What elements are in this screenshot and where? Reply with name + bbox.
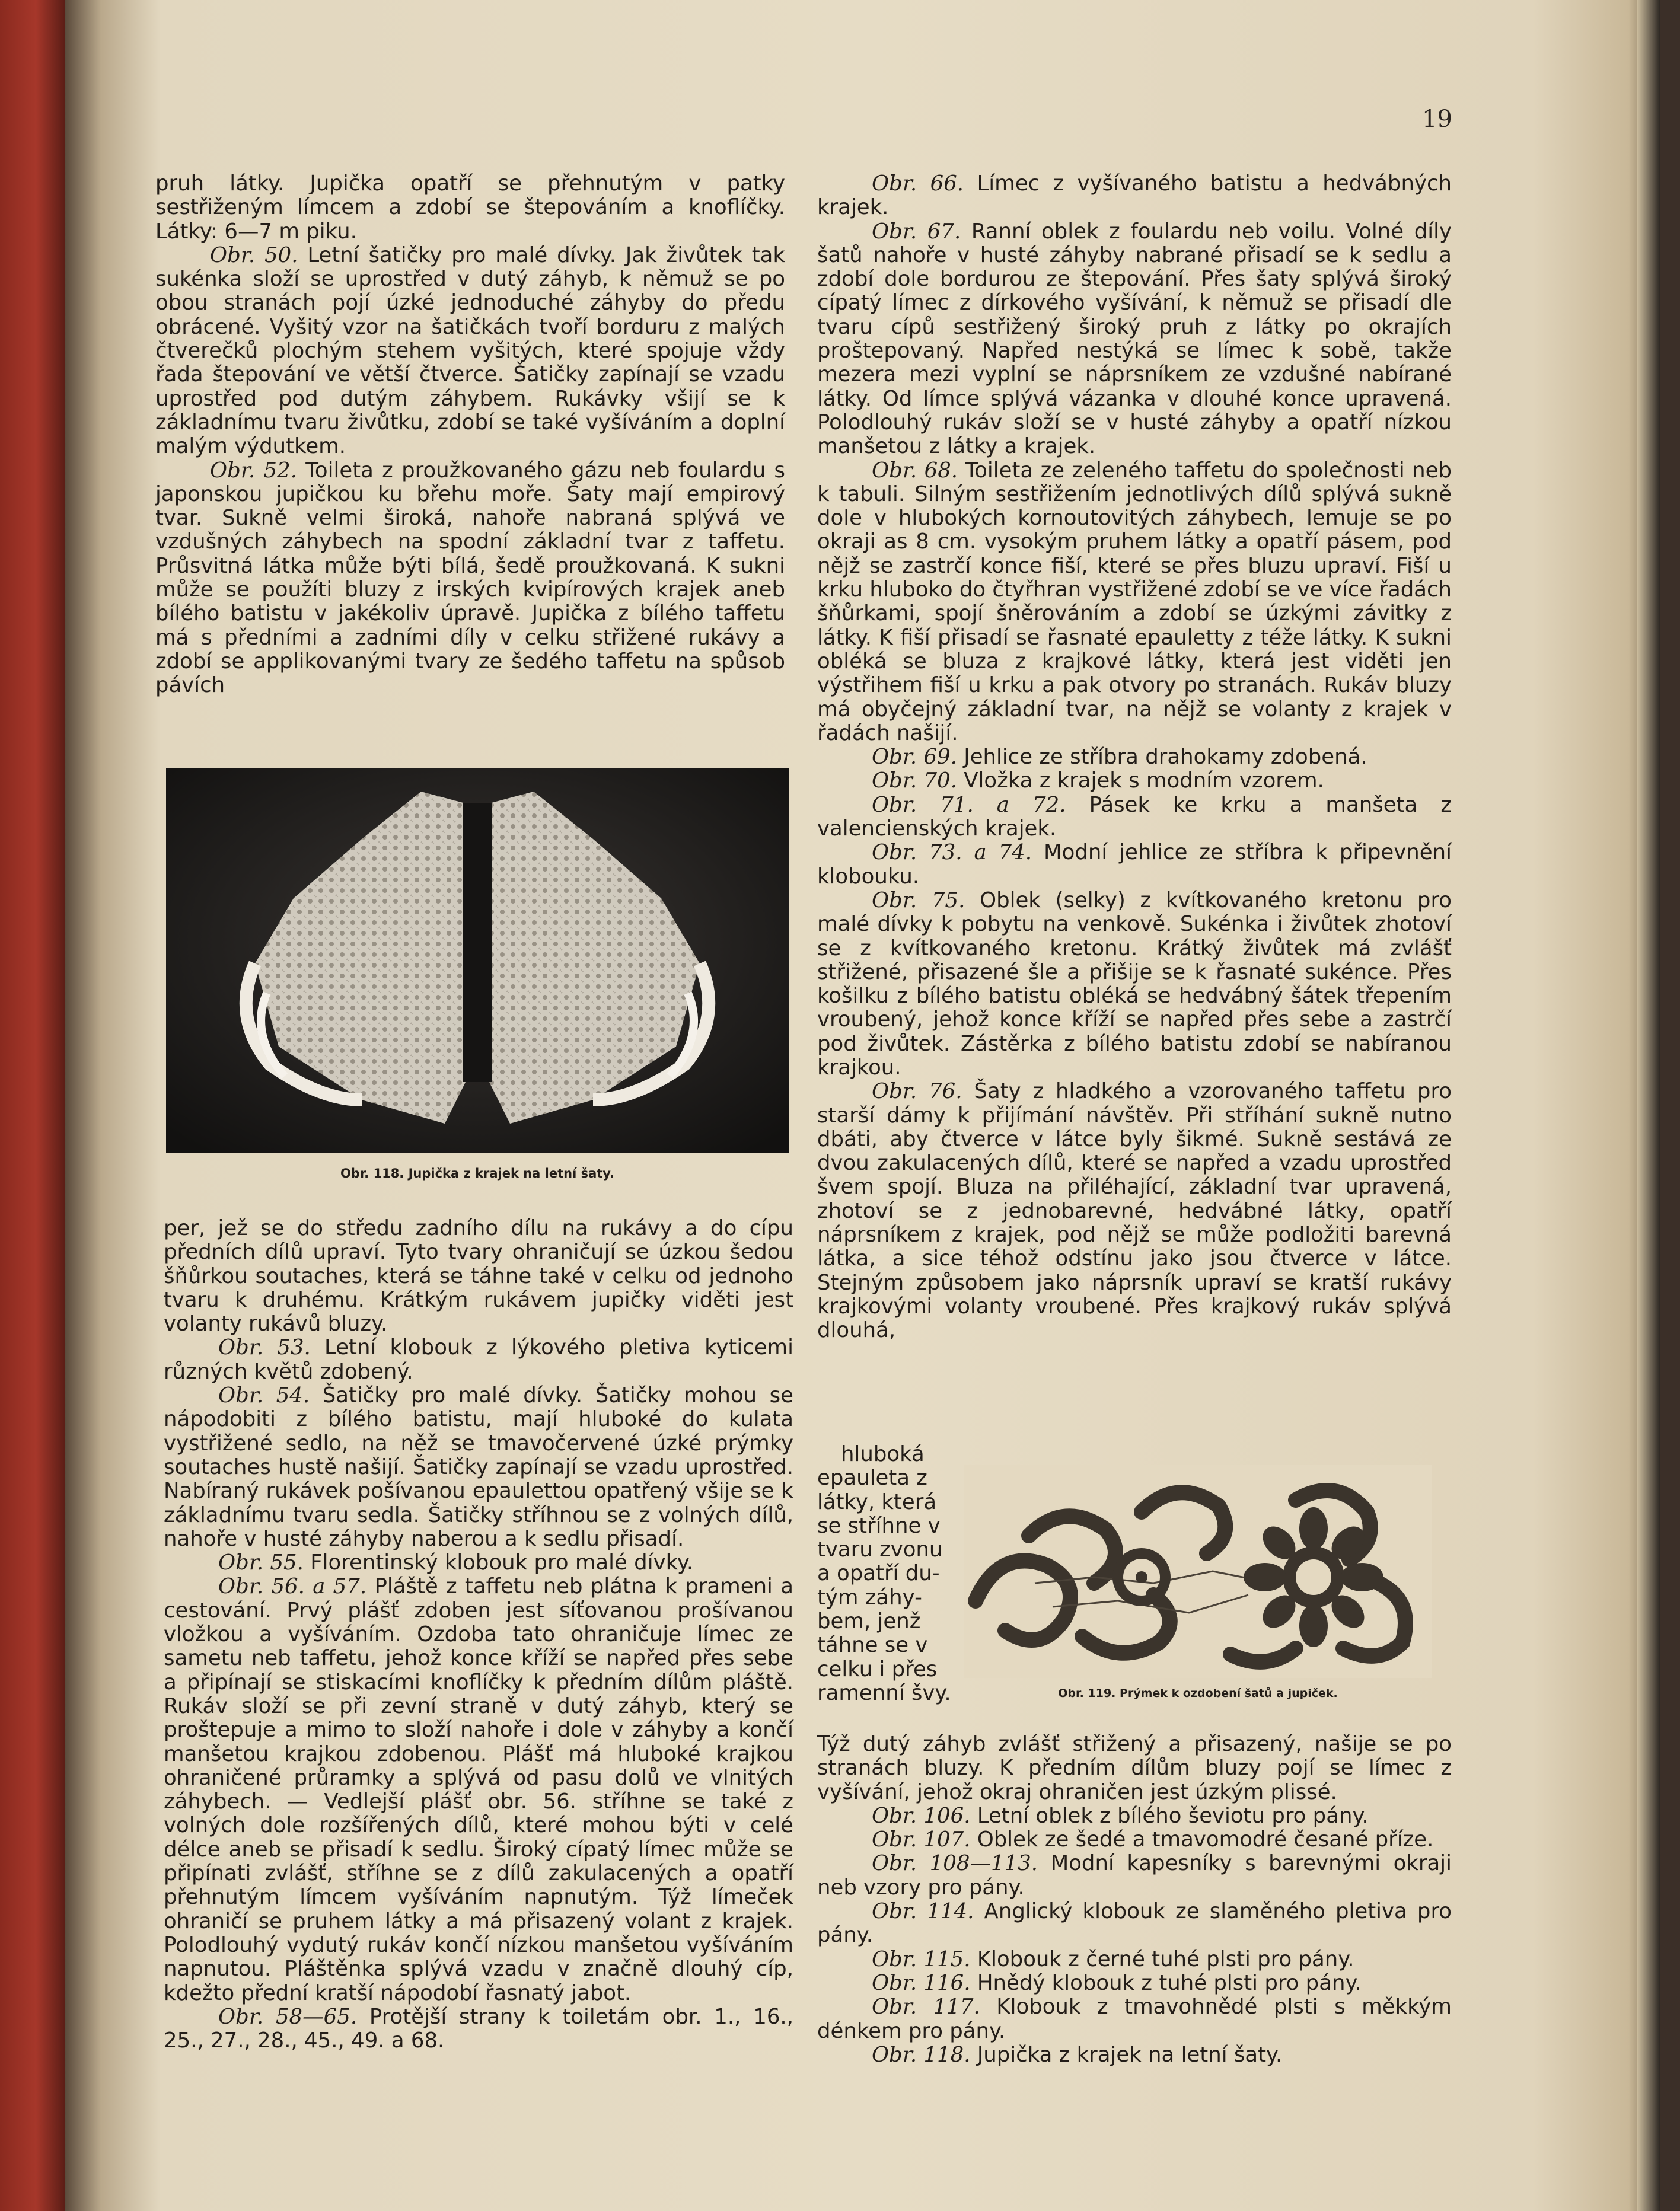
paragraph: Obr. 76. Šaty z hladkého a vzorovaného taffetu pro starší dámy k přijímání návštěv. Při stříhání sukně nutno dbáti, aby čtverce v látce byly šikmé. Sukně sestává ze dvou zakulacených dílů, které se napřed a vzadu uprostřed švem spojí. Bluza na přiléhající, základní tvar upravená, zhotoví se z jednobarevné, hedvábné látky, opatří náprsníkem z krajek, pod nějž se může podložiti barevná látka, a sice téhož odstínu jako jsou čtverce v látce. Stejným způsobem jako náprsník upraví se kratší rukávy krajkovými volanty vroubené. Přes krajkový rukáv splývá dlouhá, bbox=[817, 1079, 1452, 1343]
paragraph: Obr. 55. Florentinský klobouk pro malé dívky. bbox=[218, 1550, 694, 1575]
figure-118-photo bbox=[166, 768, 789, 1153]
text-line: a opatří du- bbox=[817, 1561, 940, 1586]
figure-reference: Obr. 50. bbox=[210, 243, 298, 267]
paragraph: Obr. 117. Klobouk z tmavohnědé plsti s měkkým dénkem pro pány. bbox=[817, 1995, 1452, 2043]
figure-119-caption: Obr. 119. Prýmek k ozdobení šatů a jupiček. bbox=[1058, 1687, 1338, 1700]
figure-reference: Obr. 58—65. bbox=[218, 2004, 358, 2029]
paragraph: per, jež se do středu zadního dílu na rukávy a do cípu předních dílů upraví. Tyto tvary ohraničují se úzkou šedou šňůrkou soutaches, která se táhne také v celku od jednoho tvaru k druhému. Krátkým rukávem jupičky viděti jest volanty rukávů bluzy. bbox=[164, 1216, 793, 1336]
paragraph: Týž dutý záhyb zvlášť střižený a přisazený, našije se po stranách bluzy. K předním dílům bluzy pojí se límec z vyšívání, jehož okraj ohraničen jest úzkým plissé. bbox=[817, 1732, 1452, 1804]
figure-reference: Obr. 116. bbox=[872, 1970, 971, 1995]
figure-reference: Obr. 107. bbox=[872, 1827, 971, 1852]
page-number: 19 bbox=[1422, 106, 1452, 133]
lace-trim-illustration bbox=[964, 1465, 1432, 1678]
paragraph: Obr. 67. Ranní oblek z foulardu neb voilu. Volné díly šatů nahoře v husté záhyby nabrané přisadí se k sedlu a zdobí dole bordurou ze štepování. Přes šaty splývá široký cípatý límec z dírkového vyšívání, k němuž se přisadí dle tvaru cípů sestřižený široký pruh z látky po okrajích proštepovaný. Napřed nestýká se límec k sobě, takže mezera mezi vyplní se náprsníkem ze vzdušné nabírané látky. Od límce splývá vázanka v dlouhé konce upravená. Polodlouhý rukáv složí se v husté záhyby a opatří nízkou manšetou z látky a krajek. bbox=[817, 219, 1452, 459]
figure-reference: Obr. 76. bbox=[872, 1079, 962, 1104]
figure-reference: Obr. 114. bbox=[872, 1899, 974, 1924]
wrapped-text-beside-figure bbox=[817, 1443, 954, 1705]
figure-reference: Obr. 66. bbox=[872, 171, 964, 196]
paragraph: Obr. 71. a 72. Pásek ke krku a manšeta z valencienských krajek. bbox=[817, 792, 1452, 841]
paragraph: Obr. 73. a 74. Modní jehlice ze stříbra k připevnění klobouku. bbox=[817, 840, 1452, 889]
paragraph: Obr. 106. Letní oblek z bílého ševiotu pro pány. bbox=[872, 1803, 1369, 1828]
text-line: látky, která bbox=[817, 1489, 937, 1514]
right-column-tail bbox=[817, 1733, 1452, 2067]
figure-reference: Obr. 115. bbox=[872, 1947, 971, 1971]
figure-119-illustration bbox=[964, 1465, 1432, 1678]
paragraph: pruh látky. Jupička opatří se přehnutým v patky sestřiženým límcem a zdobí se štepováním a knoflíčky. Látky: 6—7 m piku. bbox=[155, 171, 785, 244]
text-line: tým záhy- bbox=[817, 1585, 922, 1610]
figure-reference: Obr. 106. bbox=[872, 1803, 971, 1828]
text-line: hluboká bbox=[841, 1442, 925, 1466]
paragraph: Obr. 66. Límec z vyšívaného batistu a hedvábných krajek. bbox=[817, 171, 1452, 220]
left-page-edge bbox=[0, 0, 65, 2211]
figure-reference: Obr. 52. bbox=[210, 458, 297, 483]
paragraph: Obr. 108—113. Modní kapesníky s barevnými okraji neb vzory pro pány. bbox=[817, 1851, 1452, 1900]
left-column-bottom bbox=[164, 1217, 793, 2053]
text-line: epauleta z bbox=[817, 1466, 927, 1491]
figure-reference: Obr. 68. bbox=[872, 458, 958, 483]
paragraph: Obr. 53. Letní klobouk z lýkového pletiva kyticemi různých květů zdobený. bbox=[164, 1335, 793, 1384]
text-line: táhne se v bbox=[817, 1633, 928, 1658]
paragraph: Obr. 69. Jehlice ze stříbra drahokamy zdobená. bbox=[872, 745, 1367, 770]
paragraph: Obr. 75. Oblek (selky) z kvítkovaného kretonu pro malé dívky k pobytu na venkově. Sukénka i živůtek zhotoví se z kvítkovaného kretonu. Krátký živůtek má zvlášť střižené, přisazené šle a přišije se k řasnaté sukénce. Přes košilku z bílého batistu obléká se hedvábný šátek třepením vroubený, jehož konce kříží se napřed přes sebe a zastrčí pod živůtek. Zástěrka z bílého batistu zdobí se nabíranou krajkou. bbox=[817, 888, 1452, 1080]
figure-reference: Obr. 69. bbox=[872, 745, 957, 770]
paragraph: Obr. 54. Šatičky pro malé dívky. Šatičky mohou se nápodobiti z bílého batistu, mají hluboké do kulata vystřižené sedlo, na něž se tmavočervené úzké prýmky soutaches hustě našijí. Šatičky zapínají se vzadu uprostřed. Nabíraný rukávek pošívanou epaulettou opatřený všije se k základnímu tvaru sedla. Šatičky stříhnou se z volných dílů, nahoře v husté záhyby naberou a k sedlu přisadí. bbox=[164, 1383, 793, 1551]
figure-118-caption: Obr. 118. Jupička z krajek na letní šaty. bbox=[340, 1166, 615, 1181]
figure-reference: Obr. 53. bbox=[218, 1335, 311, 1360]
text-line: ramenní švy. bbox=[817, 1680, 951, 1705]
text-line: tvaru zvonu bbox=[817, 1537, 943, 1562]
paragraph: Obr. 116. Hnědý klobouk z tuhé plsti pro pány. bbox=[872, 1970, 1362, 1995]
paragraph: Obr. 68. Toileta ze zeleného taffetu do společnosti neb k tabuli. Silným sestřižením jednotlivých dílů splývá sukně dole v hlubokých kornoutovitých záhybech, lemuje se po okraji as 8 cm. vysokým pruhem látky a opatří pásem, pod nějž se zastrčí konce fiší, které se přes bluzu upraví. Fiší u krku hluboko do čtyřhran vystřižené zdobí se ve více řadách šňůrkami, spojí šněrováním a zdobí se úzkými závitky z látky. K fiší přisadí se řasnaté epauletty z téže látky. K sukni obléká se bluza z krajkové látky, která jest viděti jen výstřihem fiší u krku a pak otvory po stranách. Rukáv bluzy má obyčejný základní tvar, na nějž se volanty z krajek v řadách našijí. bbox=[817, 458, 1452, 745]
page-edge-shadow bbox=[1637, 0, 1660, 2211]
figure-reference: Obr. 67. bbox=[872, 219, 961, 244]
paragraph: Obr. 115. Klobouk z černé tuhé plsti pro pány. bbox=[872, 1947, 1354, 1971]
paragraph: Obr. 58—65. Protější strany k toiletám obr. 1., 16., 25., 27., 28., 45., 49. a 68. bbox=[164, 2004, 793, 2053]
paragraph: Obr. 52. Toileta z proužkovaného gázu neb foulardu s japonskou jupičkou ku břehu moře. Šaty mají empirový tvar. Sukně velmi široká, nahoře nabraná splývá ve vzdušných záhybech na spodní základní tvar z taffetu. Průsvitná látka může býti bílá, šedě proužkovaná. K sukni může se použíti bluzy z irských kvipírových krajek aneb bílého batistu v jakékoliv úpravě. Jupička z bílého taffetu má s předními a zadními díly v celku střižené rukávy a zdobí se applikovanými tvary ze šedého taffetu na spůsob pávích bbox=[155, 458, 785, 698]
figure-reference: Obr. 55. bbox=[218, 1550, 304, 1575]
text-line: se stříhne v bbox=[817, 1513, 941, 1538]
lace-collar-photo bbox=[166, 768, 789, 1153]
paragraph: Obr. 70. Vložka z krajek s modním vzorem. bbox=[872, 768, 1324, 793]
text-line: celku i přes bbox=[817, 1657, 938, 1682]
figure-reference: Obr. 71. a 72. bbox=[872, 792, 1066, 817]
paragraph: Obr. 118. Jupička z krajek na letní šaty. bbox=[872, 2042, 1283, 2067]
figure-reference: Obr. 118. bbox=[872, 2042, 971, 2067]
paragraph: Obr. 107. Oblek ze šedé a tmavomodré česané příze. bbox=[872, 1827, 1434, 1852]
figure-reference: Obr. 73. a 74. bbox=[872, 840, 1032, 865]
paragraph: Obr. 50. Letní šatičky pro malé dívky. Jak živůtek tak sukénka složí se uprostřed v dutý záhyb, k němuž se po obou stranách pojí úzké jednoduché záhyby do předu obrácené. Vyšitý vzor na šatičkách tvoří borduru z malých čtverečků plochým stehem vyšitých, které spojuje vždy řada štepování ve větší čtverce. Šatičky zapínají se vzadu uprostřed pod dutým záhybem. Rukávky všijí se k základnímu tvaru živůtku, zdobí se také vyšíváním a doplní malým výdutkem. bbox=[155, 243, 785, 459]
right-column-main bbox=[817, 172, 1452, 1343]
left-column-top bbox=[155, 172, 785, 698]
figure-reference: Obr. 54. bbox=[218, 1383, 310, 1408]
figure-reference: Obr. 56. a 57. bbox=[218, 1574, 367, 1599]
figure-reference: Obr. 75. bbox=[872, 888, 965, 913]
figure-reference: Obr. 70. bbox=[872, 768, 957, 793]
text-line: bem, jenž bbox=[817, 1609, 921, 1634]
figure-reference: Obr. 117. bbox=[872, 1995, 980, 2019]
paragraph: Obr. 114. Anglický klobouk ze slaměného pletiva pro pány. bbox=[817, 1899, 1452, 1948]
figure-reference: Obr. 108—113. bbox=[872, 1851, 1038, 1876]
paragraph: Obr. 56. a 57. Pláště z taffetu neb plátna k prameni a cestování. Prvý plášť zdoben jest síťovanou prošívanou vložkou a vyšíváním. Ozdoba tato ohraničuje límec ze sametu neb taffetu, jehož konce kříží se napřed přes sebe a připínají se stiskacími knoflíčky k předním dílům pláště. Rukáv složí se při zevní straně v dutý záhyb, který se proštepuje a mimo to složí nahoře i dole v záhyby a končí manšetou krajkou zdobenou. Plášť má hluboké krajkou ohraničené průramky a splývá od pasu dolů ve vlnitých záhybech. — Vedlejší plášť obr. 56. stříhne se také z volných dole rozšířených dílů, které mohou býti v celé délce aneb se přisadí k sedlu. Široký cípatý límec může se připínati zvlášť, stříhne se z dílů zakulacených a opatří přehnutým límcem vyšíváním napnutým. Týž límeček ohraničí se pruhem látky a má přisazený volant z krajek. Polodlouhý vydutý rukáv končí nízkou manšetou vyšíváním napnutou. Pláštěnka splývá vzadu v značně dlouhý cíp, kdežto přední kratší nápodobí řasnatý jabot. bbox=[164, 1574, 793, 2005]
